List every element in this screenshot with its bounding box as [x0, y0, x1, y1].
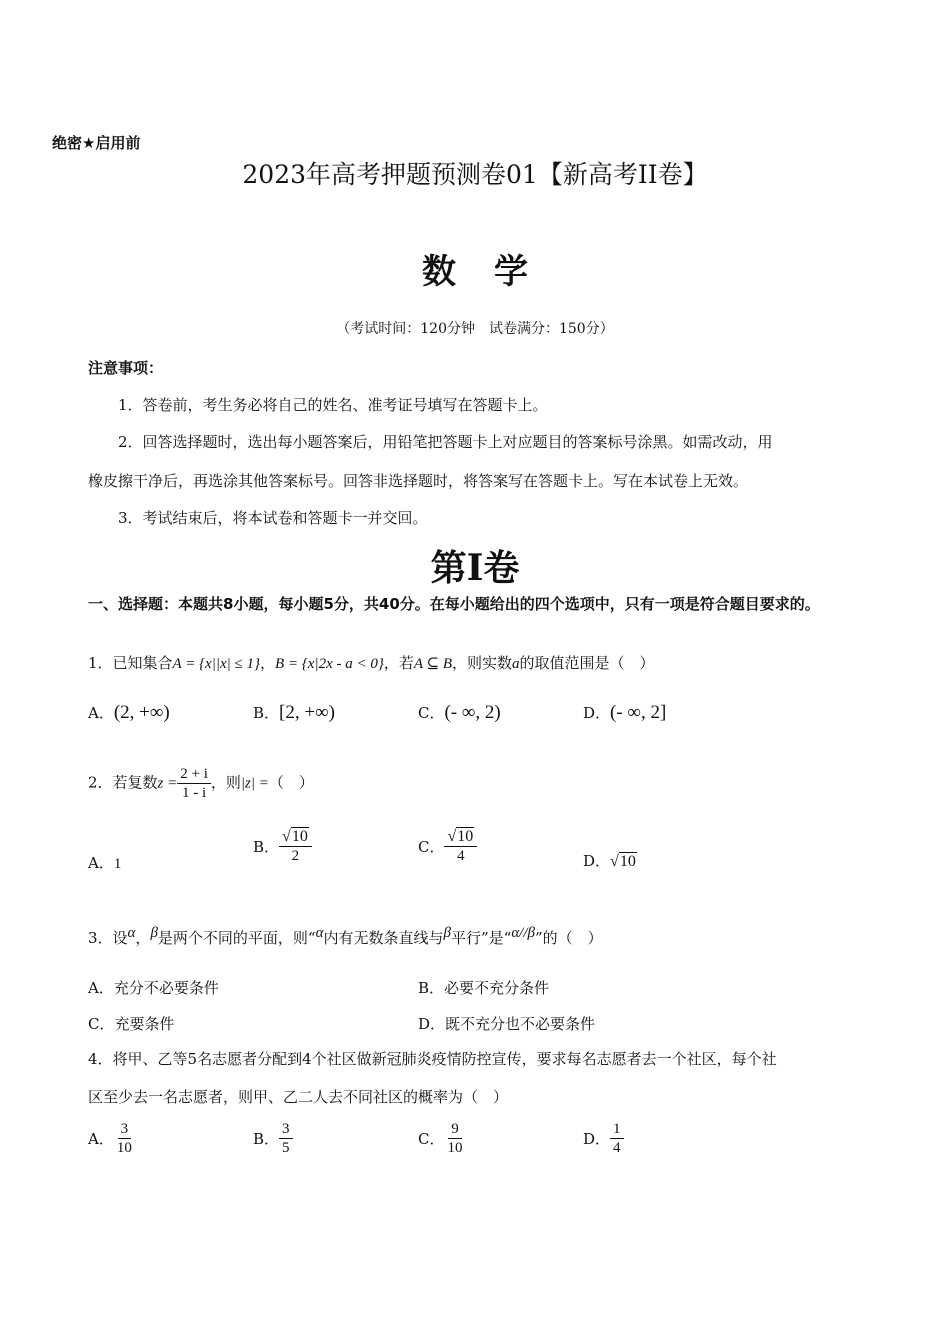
- question-3: [88, 925, 603, 948]
- q1-option-label: D．: [583, 704, 611, 722]
- q3-alpha-2: α: [315, 925, 324, 941]
- confidential-label: 绝密★启用前: [52, 134, 141, 152]
- q4-option-d: [583, 1120, 624, 1157]
- q1-prefix: 1．已知集合: [88, 654, 173, 672]
- q1-option-value: (- ∞, 2]: [610, 702, 667, 723]
- notice-item-1: 1．答卷前，考生务必将自己的姓名、准考证号填写在答题卡上。: [118, 396, 548, 414]
- q4-option-fraction: [444, 1120, 465, 1157]
- section-heading: 一、选择题：本题共8小题，每小题5分，共40分。在每小题给出的四个选项中，只有一项是符合题目要求的。: [88, 595, 820, 613]
- q3-alpha: α: [127, 925, 136, 941]
- q2-option-label: A．: [88, 854, 114, 872]
- notice-heading: 注意事项：: [88, 359, 164, 377]
- notice-item-2-line-2: 橡皮擦干净后，再选涂其他答案标号。回答非选择题时，将答案写在答题卡上。写在本试卷上无效。: [88, 472, 749, 490]
- q2-option-numerator: √10: [444, 828, 477, 847]
- q1-option-value: (- ∞, 2): [444, 702, 501, 723]
- q2-option-numerator: √10: [279, 828, 312, 847]
- q4-option-fraction: [610, 1120, 624, 1157]
- q3-option-value: 充分不必要条件: [113, 979, 219, 997]
- q4-option-numerator: 3: [118, 1120, 132, 1139]
- q3-option-a: [88, 977, 219, 998]
- q3-prefix: 3．设: [88, 929, 128, 947]
- notice-item-2-line-1: 2．回答选择题时，选出每小题答案后，用铅笔把答题卡上对应题目的答案标号涂黑。如需改动，用: [118, 433, 773, 451]
- q1-option-label: A．: [88, 704, 114, 722]
- q2-radicand: 10: [291, 828, 308, 845]
- q2-option-label: B．: [253, 838, 280, 856]
- q1-mid: ，若: [383, 654, 414, 672]
- q3-option-value: 既不充分也不必要条件: [445, 1015, 596, 1033]
- q2-option-b: [253, 828, 312, 865]
- q2-option-value: 1: [113, 856, 122, 872]
- q3-option-value: 充要条件: [114, 1015, 175, 1033]
- subject-title: 数学: [422, 252, 566, 292]
- q2-option-fraction: [444, 828, 477, 865]
- q1-mid2: ，则实数: [451, 654, 512, 672]
- q3-text-1: 是两个不同的平面，则“: [157, 929, 316, 947]
- q3-beta: β: [150, 925, 158, 941]
- q2-abs: |z| =: [240, 775, 269, 792]
- q2-option-c: [418, 828, 477, 865]
- q3-parallel: α//β: [511, 925, 535, 941]
- q3-comma: ，: [135, 929, 151, 947]
- q3-option-c: [88, 1013, 175, 1034]
- q3-option-value: 必要不充分条件: [444, 979, 550, 997]
- q1-option-value: [2, +∞): [279, 702, 335, 723]
- q4-option-label: C．: [418, 1130, 445, 1148]
- q4-option-denominator: 10: [116, 1140, 132, 1156]
- q4-option-label: B．: [253, 1130, 280, 1148]
- q1-set-a: A = {x||x| ≤ 1}: [172, 656, 260, 672]
- q3-beta-2: β: [443, 925, 451, 941]
- q4-option-label: A．: [88, 1130, 114, 1148]
- q1-suffix: 的取值范围是（ ）: [519, 654, 655, 672]
- q3-text-4: ”的（ ）: [535, 929, 603, 947]
- q2-option-label: D．: [583, 852, 611, 870]
- question-1: [88, 652, 655, 673]
- q1-option-a: [88, 702, 170, 724]
- q1-option-c: [418, 702, 501, 724]
- q2-z-eq: z =: [157, 775, 178, 792]
- q4-option-denominator: 4: [613, 1140, 621, 1156]
- q3-option-label: C．: [88, 1015, 115, 1033]
- q1-option-b: [253, 702, 335, 724]
- q3-option-label: D．: [418, 1015, 446, 1033]
- q4-option-label: D．: [583, 1130, 611, 1148]
- q1-set-b: B = {x|2x - a < 0}: [275, 656, 384, 672]
- q2-mid: ，则: [210, 773, 241, 792]
- q1-option-label: C．: [418, 704, 445, 722]
- q2-prefix: 2．若复数: [88, 773, 158, 792]
- q3-text-2: 内有无数条直线与: [323, 929, 444, 947]
- q2-option-a: [88, 852, 121, 873]
- q4-option-denominator: 10: [447, 1140, 463, 1156]
- question-2: [88, 765, 314, 802]
- q2-denominator: 1 - i: [182, 785, 207, 801]
- q3-option-label: A．: [88, 979, 114, 997]
- q2-option-denominator: 2: [291, 848, 300, 864]
- q4-option-denominator: 5: [282, 1140, 290, 1156]
- q2-radicand: 10: [619, 853, 636, 870]
- q1-option-label: B．: [253, 704, 280, 722]
- q4-option-b: [253, 1120, 293, 1157]
- q4-option-fraction: [114, 1120, 135, 1157]
- q4-option-numerator: 9: [448, 1120, 462, 1139]
- q2-option-d: [583, 850, 637, 871]
- q2-radicand: 10: [457, 828, 474, 845]
- question-4-line-2: 区至少去一名志愿者，则甲、乙二人去不同社区的概率为（ ）: [88, 1088, 509, 1106]
- q2-fraction: [177, 765, 211, 802]
- q1-comma: ，: [259, 654, 275, 672]
- q4-option-fraction: [279, 1120, 293, 1157]
- q2-suffix: （ ）: [268, 773, 314, 792]
- q3-option-d: [418, 1013, 595, 1034]
- q4-option-numerator: 3: [279, 1120, 293, 1139]
- q2-option-fraction: [279, 828, 312, 865]
- question-4-line-1: 4．将甲、乙等5名志愿者分配到4个社区做新冠肺炎疫情防控宣传，要求每名志愿者去一个社区，每个社: [88, 1050, 777, 1068]
- notice-item-3: 3．考试结束后，将本试卷和答题卡一并交回。: [118, 509, 428, 527]
- q3-text-3: 平行”是“: [450, 929, 512, 947]
- q4-option-c: [418, 1120, 465, 1157]
- q3-option-b: [418, 977, 549, 998]
- q1-option-value: (2, +∞): [113, 702, 170, 723]
- volume-title: 第I卷: [430, 547, 520, 589]
- q2-option-denominator: 4: [457, 848, 465, 864]
- exam-info: （考试时间：120分钟 试卷满分：150分）: [336, 321, 614, 337]
- q1-option-d: [583, 702, 666, 724]
- q4-option-numerator: 1: [610, 1120, 624, 1139]
- q1-subset: A ⊆ B: [413, 656, 452, 672]
- q2-option-label: C．: [418, 838, 445, 856]
- exam-title: 2023年高考押题预测卷01【新高考II卷】: [242, 160, 708, 189]
- q2-numerator: 2 + i: [177, 765, 211, 784]
- q1-var: a: [512, 656, 520, 672]
- q4-option-a: [88, 1120, 135, 1157]
- q2-option-sqrt: √10: [610, 853, 636, 870]
- q3-option-label: B．: [418, 979, 445, 997]
